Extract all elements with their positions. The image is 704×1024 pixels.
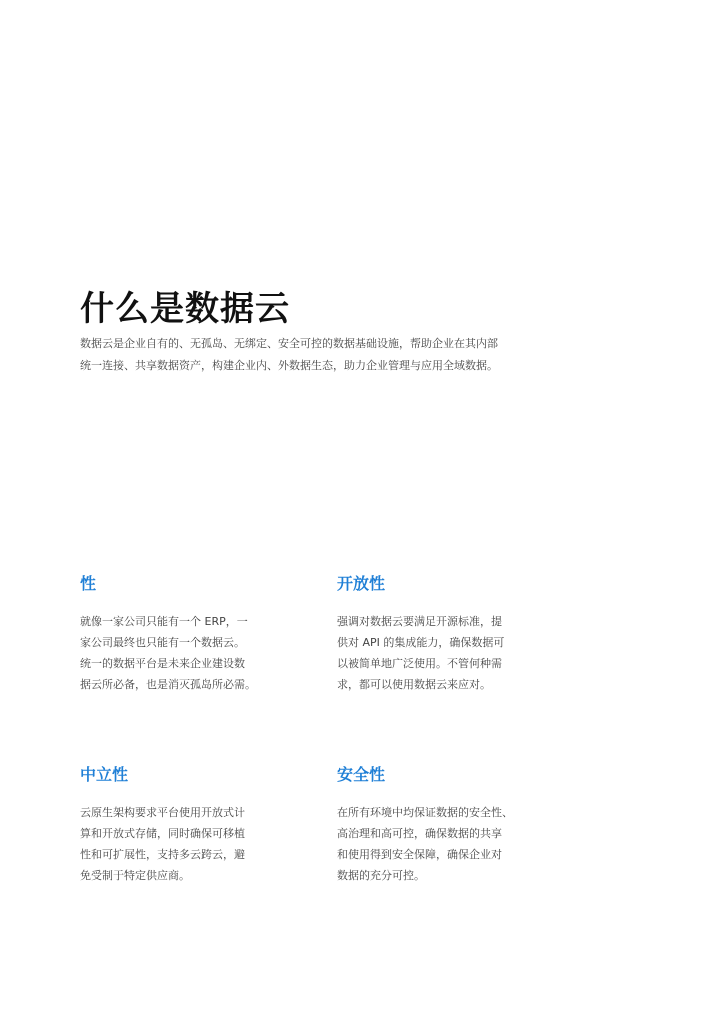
feature-description bbox=[80, 611, 280, 695]
feature-description bbox=[337, 611, 537, 695]
feature-openness bbox=[337, 573, 537, 695]
feature-line: 免受制于特定供应商。 bbox=[80, 869, 190, 882]
page-title: 什么是数据云 bbox=[80, 288, 290, 329]
feature-neutrality bbox=[80, 764, 280, 886]
feature-line: 以被简单地广泛使用。不管何种需 bbox=[337, 657, 502, 670]
feature-line: 和使用得到安全保障，确保企业对 bbox=[337, 848, 502, 861]
feature-line: 性和可扩展性，支持多云跨云，避 bbox=[80, 848, 245, 861]
feature-title: 中立性 bbox=[80, 765, 129, 784]
feature-line: 在所有环境中均保证数据的安全性、 bbox=[337, 806, 513, 819]
feature-line: 统一的数据平台是未来企业建设数 bbox=[80, 657, 245, 670]
feature-security bbox=[337, 764, 537, 886]
feature-unified bbox=[80, 573, 280, 695]
feature-line: 就像一家公司只能有一个 ERP，一 bbox=[80, 615, 248, 628]
intro-line: 数据云是企业自有的、无孤岛、无绑定、安全可控的数据基础设施，帮助企业在其内部 bbox=[80, 337, 498, 350]
feature-title: 性 bbox=[80, 574, 97, 593]
feature-line: 家公司最终也只能有一个数据云。 bbox=[80, 636, 245, 649]
feature-line: 据云所必备，也是消灭孤岛所必需。 bbox=[80, 678, 256, 691]
feature-line: 云原生架构要求平台使用开放式计 bbox=[80, 806, 245, 819]
intro-line: 统一连接、共享数据资产，构建企业内、外数据生态，助力企业管理与应用全域数据。 bbox=[80, 359, 498, 372]
feature-line: 高治理和高可控，确保数据的共享 bbox=[337, 827, 502, 840]
feature-line: 数据的充分可控。 bbox=[337, 869, 425, 882]
feature-title: 开放性 bbox=[337, 574, 386, 593]
feature-title: 安全性 bbox=[337, 765, 386, 784]
feature-description bbox=[80, 802, 280, 886]
intro-paragraph bbox=[80, 333, 540, 377]
feature-line: 算和开放式存储，同时确保可移植 bbox=[80, 827, 245, 840]
feature-description bbox=[337, 802, 537, 886]
feature-line: 供对 API 的集成能力，确保数据可 bbox=[337, 636, 505, 649]
feature-line: 强调对数据云要满足开源标准，提 bbox=[337, 615, 502, 628]
feature-line: 求，都可以使用数据云来应对。 bbox=[337, 678, 491, 691]
